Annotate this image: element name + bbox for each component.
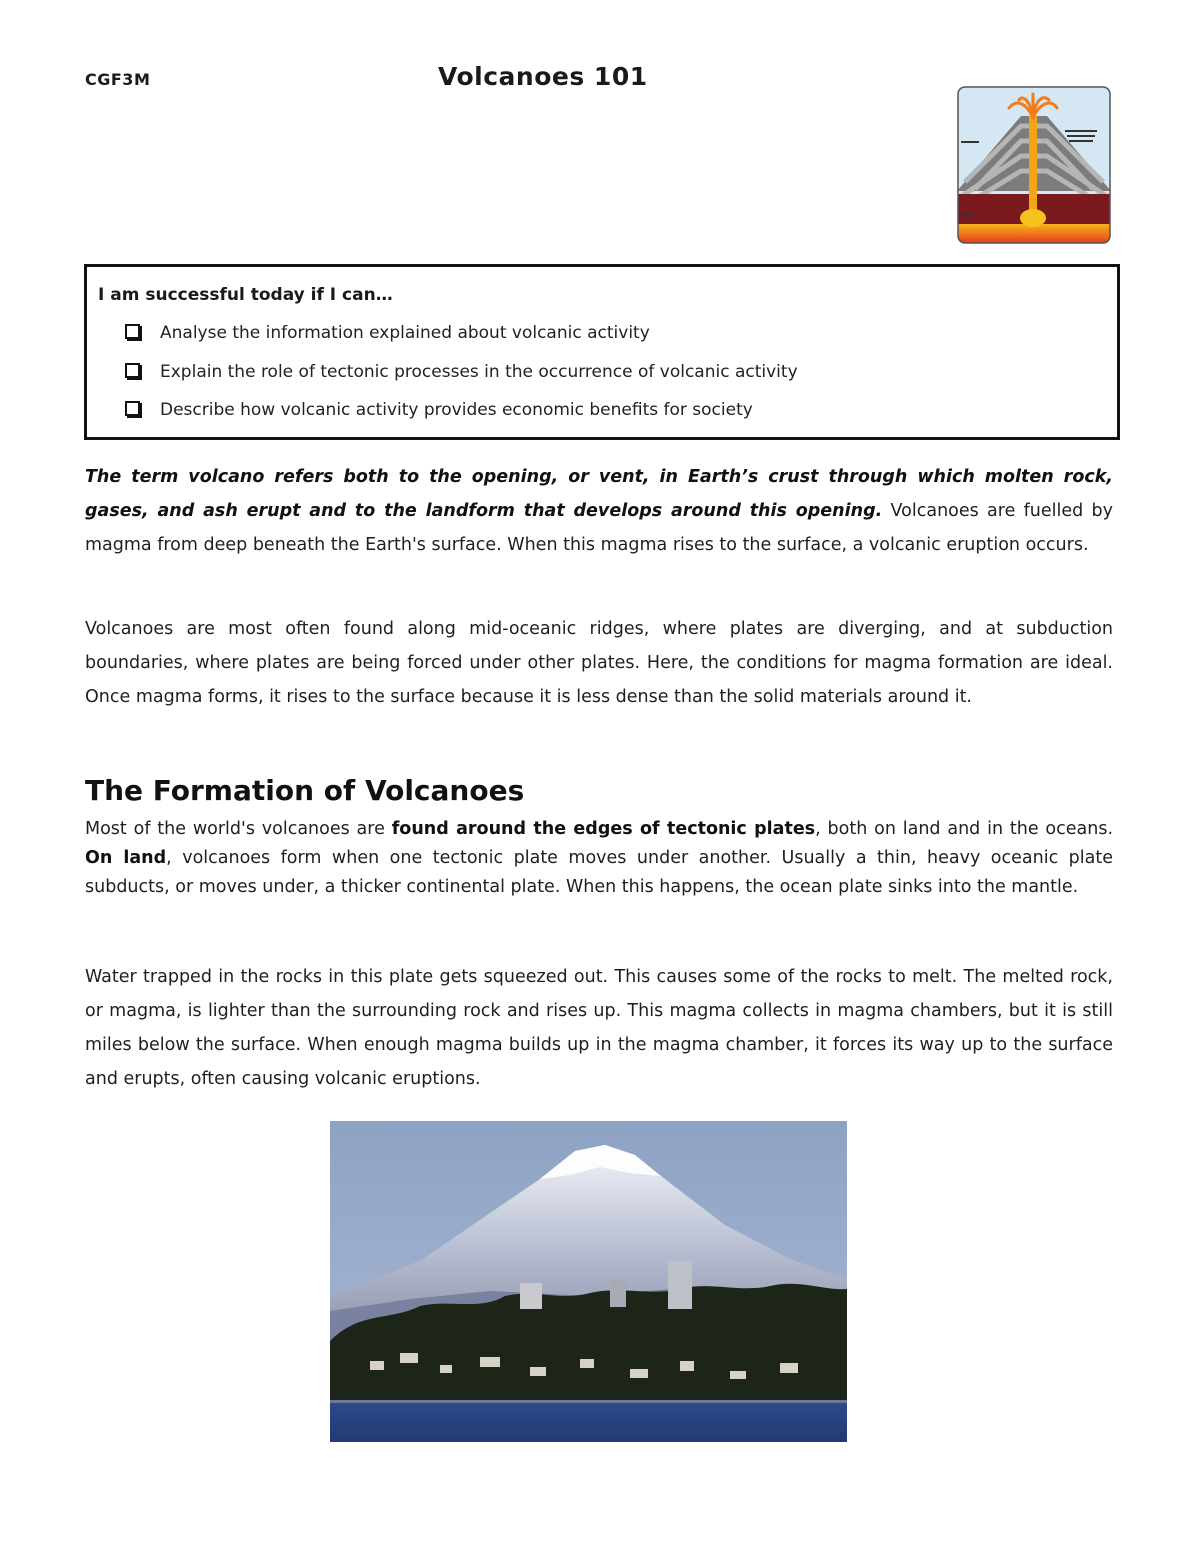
intro-paragraph-2: Volcanoes are most often found along mid-oceanic ridges, where plates are diverging, and at subduction boundaries, where plates are being forced under other plates. Here, the conditions for magma formation are ideal. Once magma forms, it rises to the surface because it is less dense than the solid materials around it. <box>85 619 1113 707</box>
goal-text: Analyse the information explained about volcanic activity <box>160 323 650 343</box>
section-heading: The Formation of Volcanoes <box>85 774 525 807</box>
checkbox-icon[interactable] <box>125 363 140 378</box>
goal-item <box>125 360 798 384</box>
formation-paragraph-2: Water trapped in the rocks in this plate gets squeezed out. This causes some of the rocks to melt. The melted rock, or magma, is lighter than the surrounding rock and rises up. This magma collects in magma chambers, but it is still miles below the surface. When enough magma builds up in the magma chamber, it forces its way up to the surface and erupts, often causing volcanic eruptions. <box>85 967 1113 1089</box>
intro-lead-text: The term volcano refers both to the opening, or vent, in Earth’s crust through which molten rock, gases, and ash erupt and to the landform that develops around this opening. <box>85 467 1113 521</box>
success-criteria-heading: I am successful today if I can… <box>98 285 393 305</box>
text-run: , both on land and in the oceans. <box>815 819 1114 839</box>
mountain-photo-image <box>330 1121 847 1442</box>
text-run: , volcanoes form when one tectonic plate moves under another. Usually a thin, heavy oceanic plate subducts, or moves under, a thicker continental plate. When this happens, the ocean plate sinks into the mantle. <box>85 848 1113 897</box>
checkbox-icon[interactable] <box>125 401 140 416</box>
intro-text: Volcanoes are fuelled by magma from deep beneath the Earth's surface. When this magma rises to the surface, a volcanic eruption occurs. <box>85 501 1113 555</box>
bold-text-run: found around the edges of tectonic plates <box>391 819 816 839</box>
goal-text: Describe how volcanic activity provides economic benefits for society <box>160 400 753 420</box>
checkbox-icon[interactable] <box>125 324 140 339</box>
formation-paragraph-1 <box>85 815 1113 902</box>
goal-item <box>125 398 753 422</box>
bold-text-run: On land <box>85 848 167 868</box>
course-code: CGF3M <box>85 70 151 89</box>
success-criteria-box <box>84 264 1120 440</box>
volcano-diagram-image <box>957 86 1111 244</box>
intro-paragraph-1 <box>85 460 1113 562</box>
goal-item <box>125 321 650 345</box>
goal-text: Explain the role of tectonic processes in the occurrence of volcanic activity <box>160 362 798 382</box>
document-title: Volcanoes 101 <box>438 62 648 91</box>
text-run: Most of the world's volcanoes are <box>85 819 392 839</box>
